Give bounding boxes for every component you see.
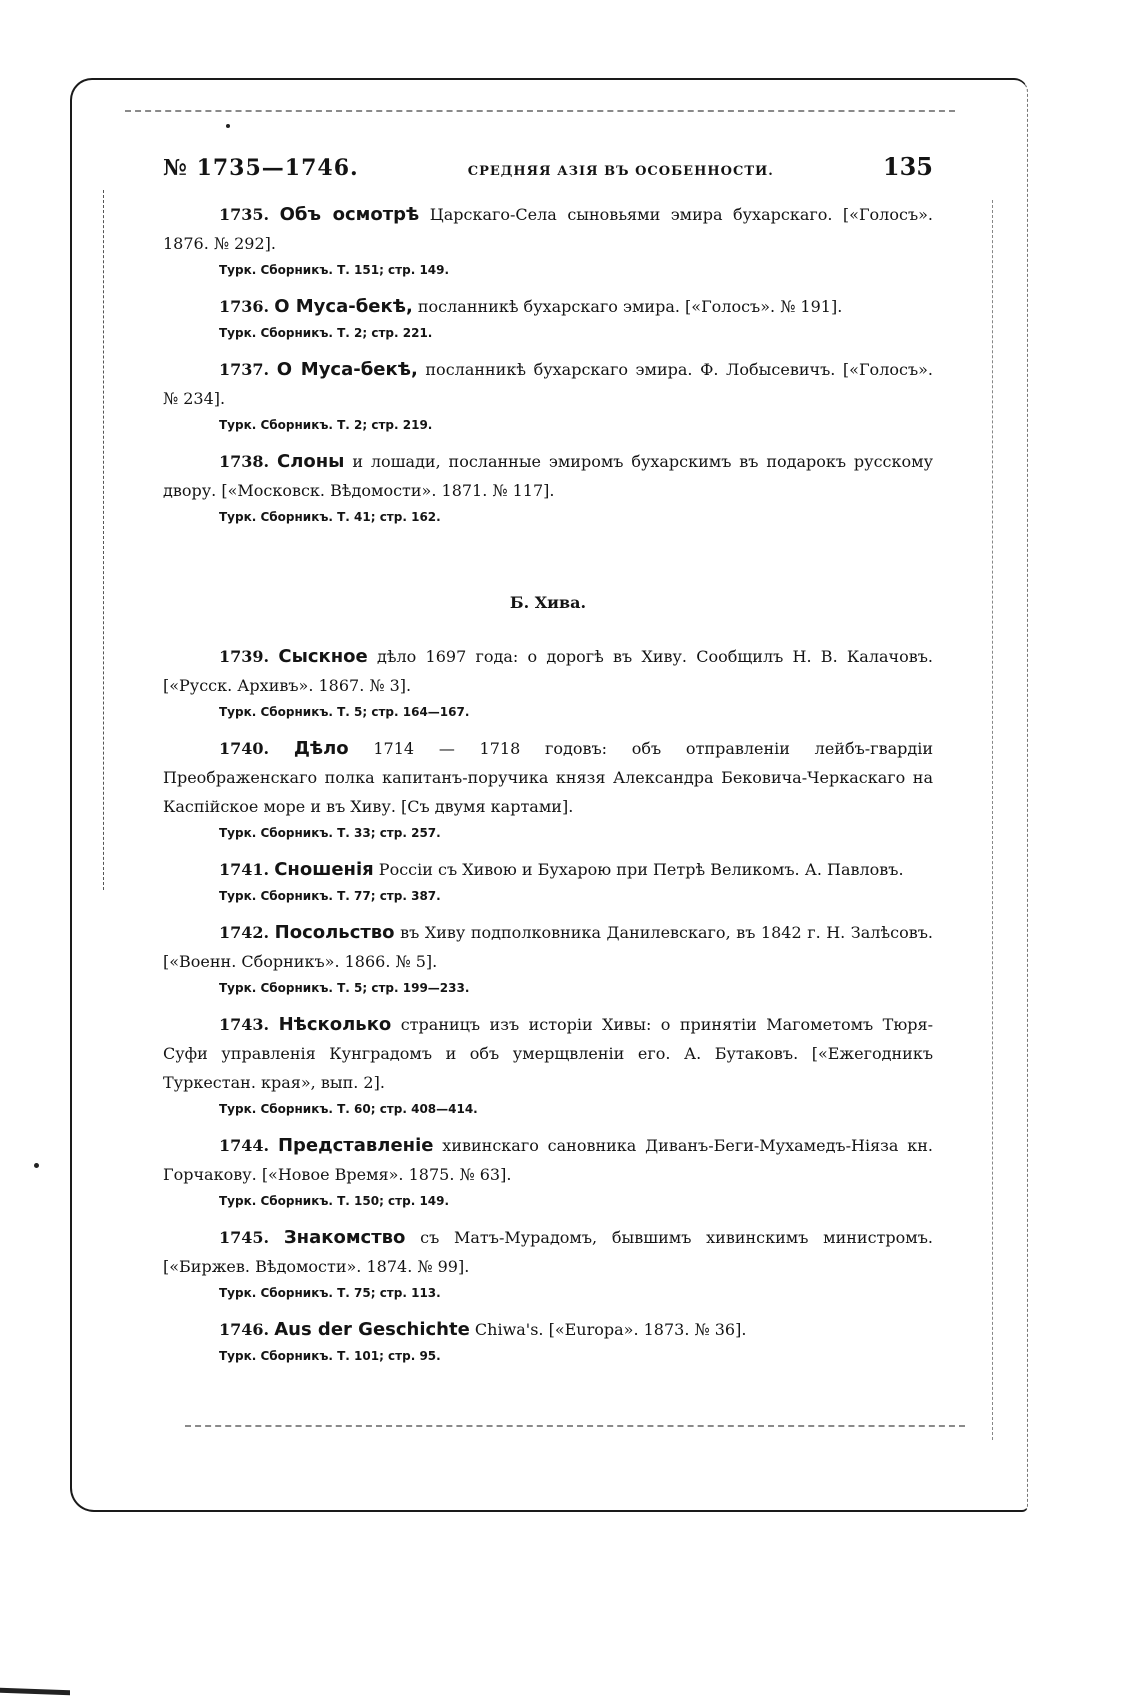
entry-1737 [163,355,933,435]
entry-1736 [163,292,933,343]
entry-keyword: Представленіе [277,1135,434,1156]
entry-text [163,642,933,700]
entry-body: Россіи съ Хивою и Бухарою при Петрѣ Великомъ. А. Павловъ. [373,860,904,879]
entry-range: № 1735—1746. [163,155,359,181]
entry-number: 1744. [219,1136,270,1155]
entry-keyword: Сыскное [278,646,368,667]
entry-keyword: Знакомство [283,1227,406,1248]
entry-keyword: Сношенія [274,859,374,880]
top-dashed-rule [125,110,955,112]
entry-1739 [163,642,933,722]
entry-reference: Турк. Сборникъ. Т. 150; стр. 149. [219,1194,450,1208]
running-head [163,152,933,188]
entry-keyword: Объ осмотрѣ [279,204,420,225]
bottom-dashed-rule [185,1425,965,1427]
entry-body: посланникѣ бухарскаго эмира. [«Голосъ». № 191]. [412,297,843,316]
running-title: СРЕДНЯЯ АЗІЯ ВЪ ОСОБЕННОСТИ. [467,164,774,179]
ink-stroke [0,1688,70,1695]
entry-number: 1743. [219,1015,270,1034]
entry-text [163,292,933,321]
entry-1741 [163,855,933,906]
entry-body: въ Хиву подполковника Данилевскаго, въ 1842 г. Н. Залѣсовъ. [«Военн. Сборникъ». 1866. № 5]. [163,923,933,971]
entry-text [163,1223,933,1281]
entry-reference: Турк. Сборникъ. Т. 77; стр. 387. [219,889,441,903]
entry-reference: Турк. Сборникъ. Т. 5; стр. 164—167. [219,705,470,719]
entry-body: и лошади, посланные эмиромъ бухарскимъ въ подарокъ русскому двору. [«Московск. Вѣдомости». 1871. № 117]. [163,452,934,500]
ink-speck [34,1163,39,1168]
entry-text [163,734,933,821]
entry-body: посланникѣ бухарскаго эмира. Ф. Лобысевичъ. [«Голосъ». № 234]. [163,360,933,408]
entry-reference: Турк. Сборникъ. Т. 75; стр. 113. [219,1286,441,1300]
entry-text [163,355,933,413]
entry-number: 1741. [219,860,270,879]
section-a-entries [163,200,933,527]
section-heading-khiva: Б. Хива. [509,593,587,612]
entry-number: 1737. [219,360,270,379]
entry-keyword: Слоны [276,451,345,472]
entry-body: съ Матъ-Мурадомъ, бывшимъ хивинскимъ министромъ. [«Биржев. Вѣдомости». 1874. № 99]. [163,1228,933,1276]
entry-body: 1714 — 1718 годовъ: объ отправленіи лейбъ-гвардіи Преображенскаго полка капитанъ-поручика князя Александра Бековича-Черкаскаго на Каспійское море и въ Хиву. [Съ двумя картами]. [163,739,933,816]
entry-reference: Турк. Сборникъ. Т. 2; стр. 219. [219,418,433,432]
page-content [163,200,933,1378]
entry-number: 1738. [219,452,270,471]
entry-text [163,1010,933,1097]
entry-reference: Турк. Сборникъ. Т. 41; стр. 162. [219,510,441,524]
page-number: 135 [882,152,933,181]
entry-body: Chiwa's. [«Europa». 1873. № 36]. [469,1320,747,1339]
entry-1745 [163,1223,933,1303]
entry-1746 [163,1315,933,1366]
entry-number: 1736. [219,297,270,316]
entry-reference: Турк. Сборникъ. Т. 2; стр. 221. [219,326,433,340]
entry-number: 1739. [219,647,270,666]
entry-body: Царскаго-Села сыновьями эмира бухарскаго. [«Голосъ». 1876. № 292]. [163,205,933,253]
entry-1742 [163,918,933,998]
entry-reference: Турк. Сборникъ. Т. 151; стр. 149. [219,263,450,277]
entry-text [163,447,933,505]
entry-body: страницъ изъ исторіи Хивы: о принятіи Магометомъ Тюря-Суфи управленія Кунградомъ и объ умерщвленіи его. А. Бутаковъ. [«Ежегодникъ Туркестан. края», вып. 2]. [163,1015,933,1092]
entry-keyword: Нѣсколько [278,1014,392,1035]
entry-body: дѣло 1697 года: о дорогѣ въ Хиву. Сообщилъ Н. В. Калачовъ. [«Русск. Архивъ». 1867. № 3]. [163,647,934,695]
left-margin-marks [103,190,104,890]
entry-keyword: Aus der Geschichte [274,1319,470,1340]
section-b-entries [163,642,933,1366]
entry-text [163,855,933,884]
entry-keyword: О Муса-бекѣ, [276,359,418,380]
entry-text [163,1315,933,1344]
entry-reference: Турк. Сборникъ. Т. 60; стр. 408—414. [219,1102,478,1116]
entry-body: хивинскаго сановника Диванъ-Беги-Мухамедъ-Ніяза кн. Горчакову. [«Новое Время». 1875. № 63]. [163,1136,934,1184]
ink-speck [226,124,230,128]
entry-text [163,1131,933,1189]
entry-reference: Турк. Сборникъ. Т. 5; стр. 199—233. [219,981,470,995]
entry-1744 [163,1131,933,1211]
right-margin-marks [992,200,993,1440]
entry-1735 [163,200,933,280]
entry-reference: Турк. Сборникъ. Т. 101; стр. 95. [219,1349,441,1363]
entry-text [163,200,933,258]
entry-number: 1735. [219,205,270,224]
entry-1738 [163,447,933,527]
entry-text [163,918,933,976]
entry-keyword: Дѣло [293,738,349,759]
entry-1740 [163,734,933,843]
entry-keyword: Посольство [274,922,395,943]
entry-1743 [163,1010,933,1119]
entry-keyword: О Муса-бекѣ, [274,296,413,317]
entry-number: 1745. [219,1228,270,1247]
entry-reference: Турк. Сборникъ. Т. 33; стр. 257. [219,826,441,840]
entry-number: 1740. [219,739,270,758]
entry-number: 1746. [219,1320,270,1339]
entry-number: 1742. [219,923,270,942]
